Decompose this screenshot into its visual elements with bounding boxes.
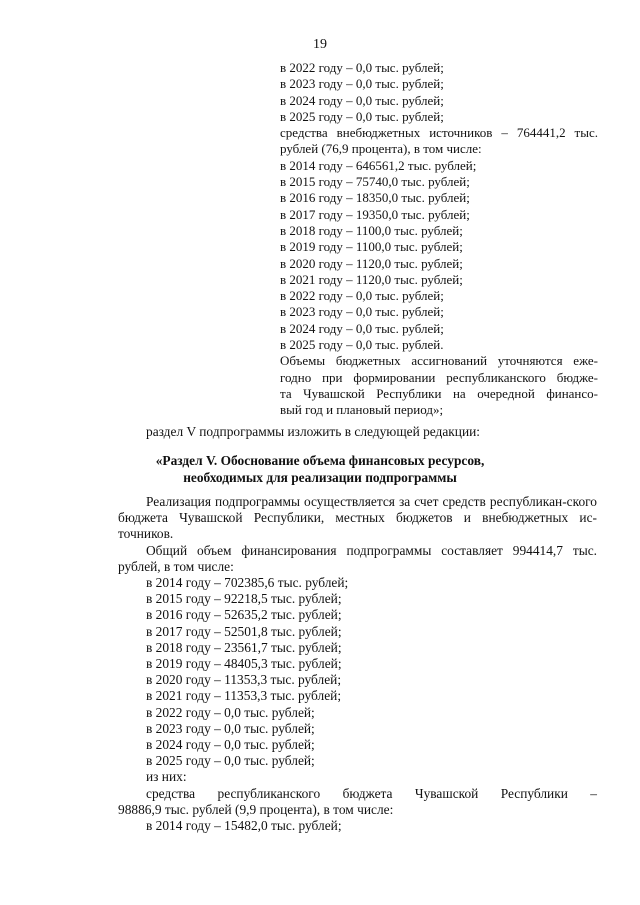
extrabudgetary-funds-cont: рублей (76,9 процента), в том числе: [280,141,482,157]
republic-budget-line: средства республиканского бюджета Чувашской Республики – [146,785,597,801]
total-line-2022: в 2022 году – 0,0 тыс. рублей; [146,704,315,720]
total-line-2021: в 2021 году – 11353,3 тыс. рублей; [146,688,342,704]
extra-line-2024: в 2024 году – 0,0 тыс. рублей; [280,320,444,336]
appropriations-note-1: Объемы бюджетных ассигнований уточняются еже- [280,353,598,369]
total-line-2023: в 2023 году – 0,0 тыс. рублей; [146,720,315,736]
page-number: 19 [313,37,327,52]
total-line-2020: в 2020 году – 11353,3 тыс. рублей; [146,672,342,688]
line-2023: в 2023 году – 0,0 тыс. рублей; [280,76,444,92]
extra-line-2021: в 2021 году – 1120,0 тыс. рублей; [280,271,463,287]
extra-line-2018: в 2018 году – 1100,0 тыс. рублей; [280,222,463,238]
extra-line-2020: в 2020 году – 1120,0 тыс. рублей; [280,255,463,271]
amendment-instruction: раздел V подпрограммы изложить в следующей редакции: [146,424,481,439]
total-line-2014: в 2014 году – 702385,6 тыс. рублей; [146,575,349,591]
extra-line-2014: в 2014 году – 646561,2 тыс. рублей; [280,157,477,173]
line-2025: в 2025 году – 0,0 тыс. рублей; [280,108,444,124]
section-heading-line2: необходимых для реализации подпрограммы [183,469,457,485]
extra-line-2017: в 2017 году – 19350,0 тыс. рублей; [280,206,470,222]
total-line-2015: в 2015 году – 92218,5 тыс. рублей; [146,591,342,607]
line-2022: в 2022 году – 0,0 тыс. рублей; [280,60,444,75]
total-line-2017: в 2017 году – 52501,8 тыс. рублей; [146,623,342,639]
total-line-2024: в 2024 году – 0,0 тыс. рублей; [146,737,315,753]
republic-line-2014: в 2014 году – 15482,0 тыс. рублей; [146,818,342,834]
total-line-2016: в 2016 году – 52635,2 тыс. рублей; [146,607,342,623]
extra-line-2015: в 2015 году – 75740,0 тыс. рублей; [280,174,470,190]
total-line-2025: в 2025 году – 0,0 тыс. рублей; [146,753,315,769]
appropriations-note-2: годно при формировании республиканского бюдже- [280,369,598,385]
extra-line-2019: в 2019 году – 1100,0 тыс. рублей; [280,239,463,255]
extra-line-2022: в 2022 году – 0,0 тыс. рублей; [280,288,444,304]
section-heading-line1: «Раздел V. Обоснование объема финансовых ресурсов, [155,453,485,468]
extra-line-2025: в 2025 году – 0,0 тыс. рублей. [280,337,444,353]
republic-budget-cont: 98886,9 тыс. рублей (9,9 процента), в том числе: [118,801,394,817]
extrabudgetary-funds-line: средства внебюджетных источников – 764441,2 тыс. [280,125,598,141]
main-body [118,494,597,834]
extra-line-2023: в 2023 году – 0,0 тыс. рублей; [280,304,444,320]
total-line-2018: в 2018 году – 23561,7 тыс. рублей; [146,639,342,655]
total-line-2019: в 2019 году – 48405,3 тыс. рублей; [146,656,342,672]
extra-line-2016: в 2016 году – 18350,0 тыс. рублей; [280,190,470,206]
section-heading [0,453,640,486]
of-them-label: из них: [146,769,187,785]
total-funding-paragraph: Общий объем финансирования подпрограммы составляет 994414,7 тыс. рублей, в том числе: [118,542,597,574]
line-2024: в 2024 году – 0,0 тыс. рублей; [280,92,444,108]
appropriations-note-3: та Чувашской Республики на очередной финансо- [280,385,598,401]
appropriations-note-4: вый год и плановый период»; [280,402,444,418]
right-column-block [280,60,598,419]
funding-sources-paragraph: Реализация подпрограммы осуществляется за счет средств республикан-ского бюджета Чувашской Республики, местных бюджетов и внебюджетных ис-точников. [118,494,597,542]
